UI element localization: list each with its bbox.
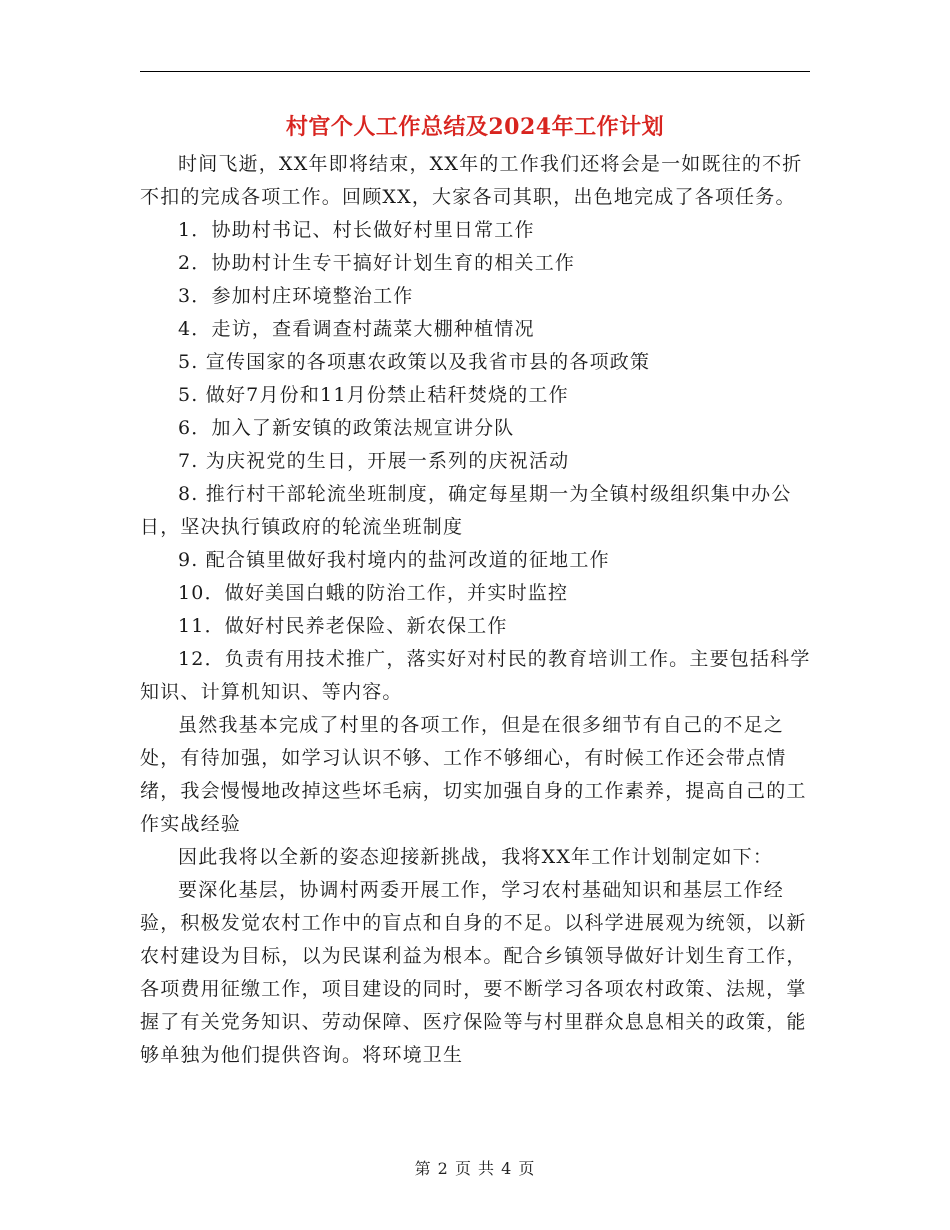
header-rule: [140, 71, 810, 72]
list-item-4: 4．走访，查看调查村蔬菜大棚种植情况: [178, 318, 535, 340]
paragraph-plan-intro: 因此我将以全新的姿态迎接新挑战，我将XX年工作计划制定如下：: [178, 846, 774, 868]
list-item-10: 10．做好美国白蛾的防治工作，并实时监控: [178, 582, 569, 604]
list-item-7: 7. 为庆祝党的生日，开展一系列的庆祝活动: [178, 450, 570, 472]
list-item-5a: 5. 宣传国家的各项惠农政策以及我省市县的各项政策: [178, 351, 651, 373]
list-item-5b: 5. 做好7月份和11月份禁止秸秆焚烧的工作: [178, 384, 569, 406]
page-footer: 第 2 页 共 4 页: [414, 1159, 536, 1178]
list-item-3: 3．参加村庄环境整治工作: [178, 285, 414, 307]
paragraph-intro: 时间飞逝，XX年即将结束，XX年的工作我们还将会是一如既往的不折不扣的完成各项工作。回顾XX，大家各司其职，出色地完成了各项任务。: [140, 153, 803, 208]
document-body: [140, 148, 812, 1072]
list-item-1: 1．协助村书记、村长做好村里日常工作: [178, 219, 535, 241]
list-item-11: 11．做好村民养老保险、新农保工作: [178, 615, 508, 637]
list-item-2: 2．协助村计生专干搞好计划生育的相关工作: [178, 252, 576, 274]
paragraph-shortcomings: 虽然我基本完成了村里的各项工作，但是在很多细节有自己的不足之处，有待加强，如学习认识不够、工作不够细心，有时候工作还会带点情绪，我会慢慢地改掉这些坏毛病，切实加强自身的工作素养，提高自己的工作实战经验: [140, 714, 807, 835]
list-item-9: 9. 配合镇里做好我村境内的盐河改道的征地工作: [178, 549, 610, 571]
list-item-6: 6．加入了新安镇的政策法规宣讲分队: [178, 417, 515, 439]
document-title: 村官个人工作总结及2024年工作计划: [285, 114, 665, 140]
list-item-12: 12．负责有用技术推广，落实好对村民的教育培训工作。主要包括科学知识、计算机知识、等内容。: [140, 648, 811, 703]
paragraph-plan-details: 要深化基层，协调村两委开展工作，学习农村基础知识和基层工作经验，积极发觉农村工作中的盲点和自身的不足。以科学进展观为统领，以新农村建设为目标，以为民谋利益为根本。配合乡镇领导做好计划生育工作，各项费用征缴工作，项目建设的同时，要不断学习各项农村政策、法规，掌握了有关党务知识、劳动保障、医疗保险等与村里群众息息相关的政策，能够单独为他们提供咨询。将环境卫生: [140, 879, 807, 1066]
list-item-8: 8. 推行村干部轮流坐班制度，确定每星期一为全镇村级组织集中办公日，坚决执行镇政府的轮流坐班制度: [140, 483, 792, 538]
